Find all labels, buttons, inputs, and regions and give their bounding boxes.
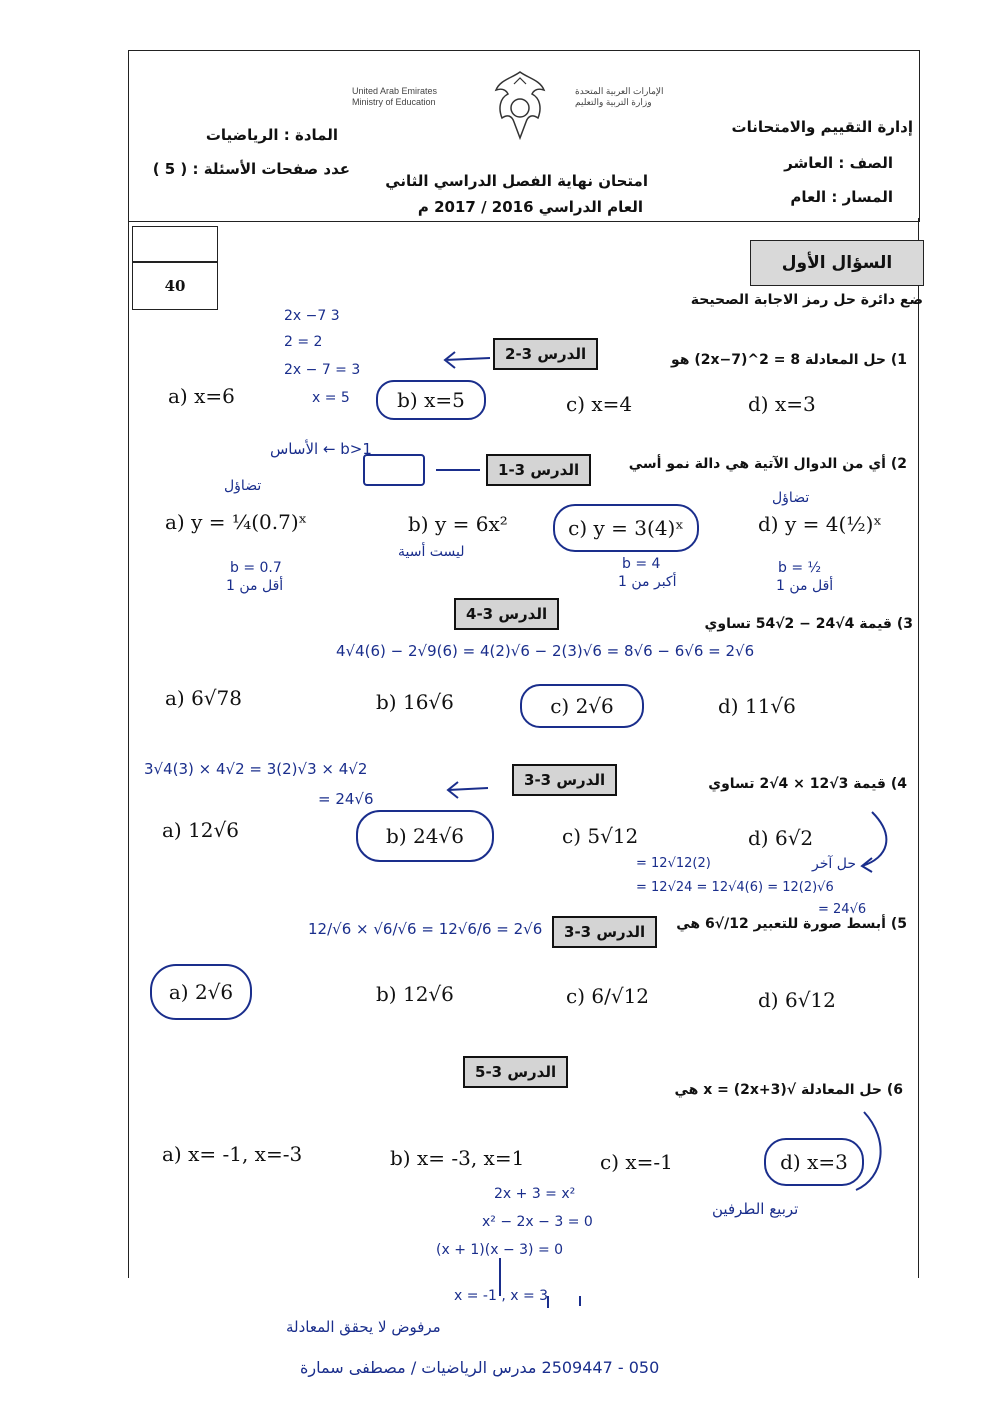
q1-work-line4: x = 5	[312, 390, 350, 406]
q3-work: 4√4(6) − 2√9(6) = 4(2)√6 − 2(3)√6 = 8√6 − 6√6 = 2√6	[336, 642, 755, 660]
academic-year: العام الدراسي 2016 / 2017 م	[417, 198, 643, 216]
q2-a-note1: تضاؤل	[224, 478, 262, 494]
q1-option-b[interactable]: b) x=5	[376, 380, 486, 420]
grade: الصف : العاشر	[784, 154, 893, 172]
q6-work-3: (x + 1)(x − 3) = 0	[436, 1242, 564, 1258]
q5-option-a[interactable]: a) 2√6	[150, 964, 252, 1020]
q2-option-c[interactable]: c) y = 3(4)ˣ	[553, 504, 699, 552]
q2-d-note1: تضاؤل	[772, 490, 810, 506]
q2-a-note3: أقل من 1	[226, 578, 284, 594]
q4-note: حل آخر	[812, 856, 856, 872]
teacher-signature: 050 - 2509447 مدرس الرياضيات / مصطفى سمارة	[300, 1358, 660, 1377]
question-4: 4) قيمة 3√12 × 4√2 تساوي	[708, 776, 907, 792]
exam-title: امتحان نهاية الفصل الدراسي الثاني	[385, 172, 648, 190]
q3-option-a[interactable]: a) 6√78	[165, 686, 243, 710]
q6-option-c[interactable]: c) x=-1	[600, 1150, 673, 1174]
q6-note: تربيع الطرفين	[712, 1200, 799, 1218]
q4-work-line1: 3√4(3) × 4√2 = 3(2)√3 × 4√2	[144, 760, 368, 778]
lesson-label-q3: الدرس 3-4	[454, 598, 559, 630]
q5-option-d[interactable]: d) 6√12	[758, 988, 836, 1012]
question-1: 1) حل المعادلة 8 = 2^(2x−7) هو	[670, 352, 907, 368]
q6-work-2: x² − 2x − 3 = 0	[482, 1214, 593, 1230]
q5-option-c[interactable]: c) 6/√12	[566, 984, 650, 1008]
ministry-ar: وزارة التربية والتعليم	[575, 97, 652, 107]
q4-option-d[interactable]: d) 6√2	[748, 826, 814, 850]
q2-d-note3: أقل من 1	[776, 578, 834, 594]
q3-option-d[interactable]: d) 11√6	[718, 694, 796, 718]
country-ar: الإمارات العربية المتحدة	[575, 86, 664, 96]
q2-note: b>1 ← الأساس	[270, 440, 372, 458]
q1-work-line1: 2x −7 3	[284, 308, 340, 324]
country-en: United Arab Emirates	[352, 86, 438, 96]
ministry-en: Ministry of Education	[352, 97, 436, 107]
subject: المادة : الرياضيات	[205, 126, 338, 144]
q3-option-c[interactable]: c) 2√6	[520, 684, 644, 728]
q6-work-1: 2x + 3 = x²	[494, 1186, 576, 1202]
q6-option-b[interactable]: b) x= -3, x=1	[390, 1146, 525, 1170]
q6-option-a[interactable]: a) x= -1, x=-3	[162, 1142, 303, 1166]
q5-work: 12/√6 × √6/√6 = 12√6/6 = 2√6	[308, 920, 543, 938]
lesson-label-q6: الدرس 3-5	[463, 1056, 568, 1088]
lesson-label-q5: الدرس 3-3	[552, 916, 657, 948]
department: إدارة التقييم والامتحانات	[731, 118, 913, 136]
q5-option-b[interactable]: b) 12√6	[376, 982, 454, 1006]
instruction: ضع دائرة حل رمز الاجابة الصحيحة	[690, 292, 923, 308]
question-2: 2) أي من الدوال الآتية هي دالة نمو أسي	[628, 456, 907, 472]
q1-option-a[interactable]: a) x=6	[168, 384, 235, 408]
q2-b-note: ليست أسية	[398, 544, 465, 560]
q2-option-b[interactable]: b) y = 6x²	[408, 512, 508, 536]
question-5: 5) أبسط صورة للتعبير 12/√6 هي	[676, 916, 907, 932]
track: المسار : العام	[790, 188, 893, 206]
q2-c-note1: b = 4	[622, 556, 661, 572]
q2-option-a[interactable]: a) y = ¼(0.7)ˣ	[165, 510, 308, 534]
q4-option-b[interactable]: b) 24√6	[356, 810, 494, 862]
q2-a-note2: b = 0.7	[230, 560, 282, 576]
q4-option-a[interactable]: a) 12√6	[162, 818, 240, 842]
question-6: 6) حل المعادلة √(2x+3) = x هي	[674, 1082, 903, 1098]
q1-option-c[interactable]: c) x=4	[566, 392, 633, 416]
q1-option-d[interactable]: d) x=3	[748, 392, 816, 416]
q2-c-note2: أكبر من 1	[618, 574, 677, 590]
q3-option-b[interactable]: b) 16√6	[376, 690, 454, 714]
lesson-label-q2: الدرس 3-1	[486, 454, 591, 486]
q6-option-d[interactable]: d) x=3	[764, 1138, 864, 1186]
pages-count: عدد صفحات الأسئلة : ( 5 )	[152, 160, 350, 178]
q1-work-line2: 2 = 2	[284, 334, 323, 350]
section-title: السؤال الأول	[750, 240, 924, 286]
question-3: 3) قيمة 4√24 − 2√54 تساوي	[704, 616, 913, 632]
q1-work-line3: 2x − 7 = 3	[284, 362, 361, 378]
q2-option-d[interactable]: d) y = 4(½)ˣ	[758, 512, 882, 536]
q4-check-3: = 24√6	[818, 902, 867, 917]
lesson-label-q1: الدرس 3-2	[493, 338, 598, 370]
q2-d-note2: b = ½	[778, 560, 822, 576]
lesson-label-q4: الدرس 3-3	[512, 764, 617, 796]
q6-reject: مرفوض لا يحقق المعادلة	[286, 1318, 441, 1336]
q4-option-c[interactable]: c) 5√12	[562, 824, 639, 848]
q6-work-4: x = -1 , x = 3	[454, 1288, 549, 1304]
score-box-total: 40	[132, 262, 218, 310]
q4-work-line2: = 24√6	[318, 790, 374, 808]
q4-check-2: = 12√24 = 12√4(6) = 12(2)√6	[636, 880, 834, 895]
q4-check-1: = 12√12(2)	[636, 856, 711, 871]
